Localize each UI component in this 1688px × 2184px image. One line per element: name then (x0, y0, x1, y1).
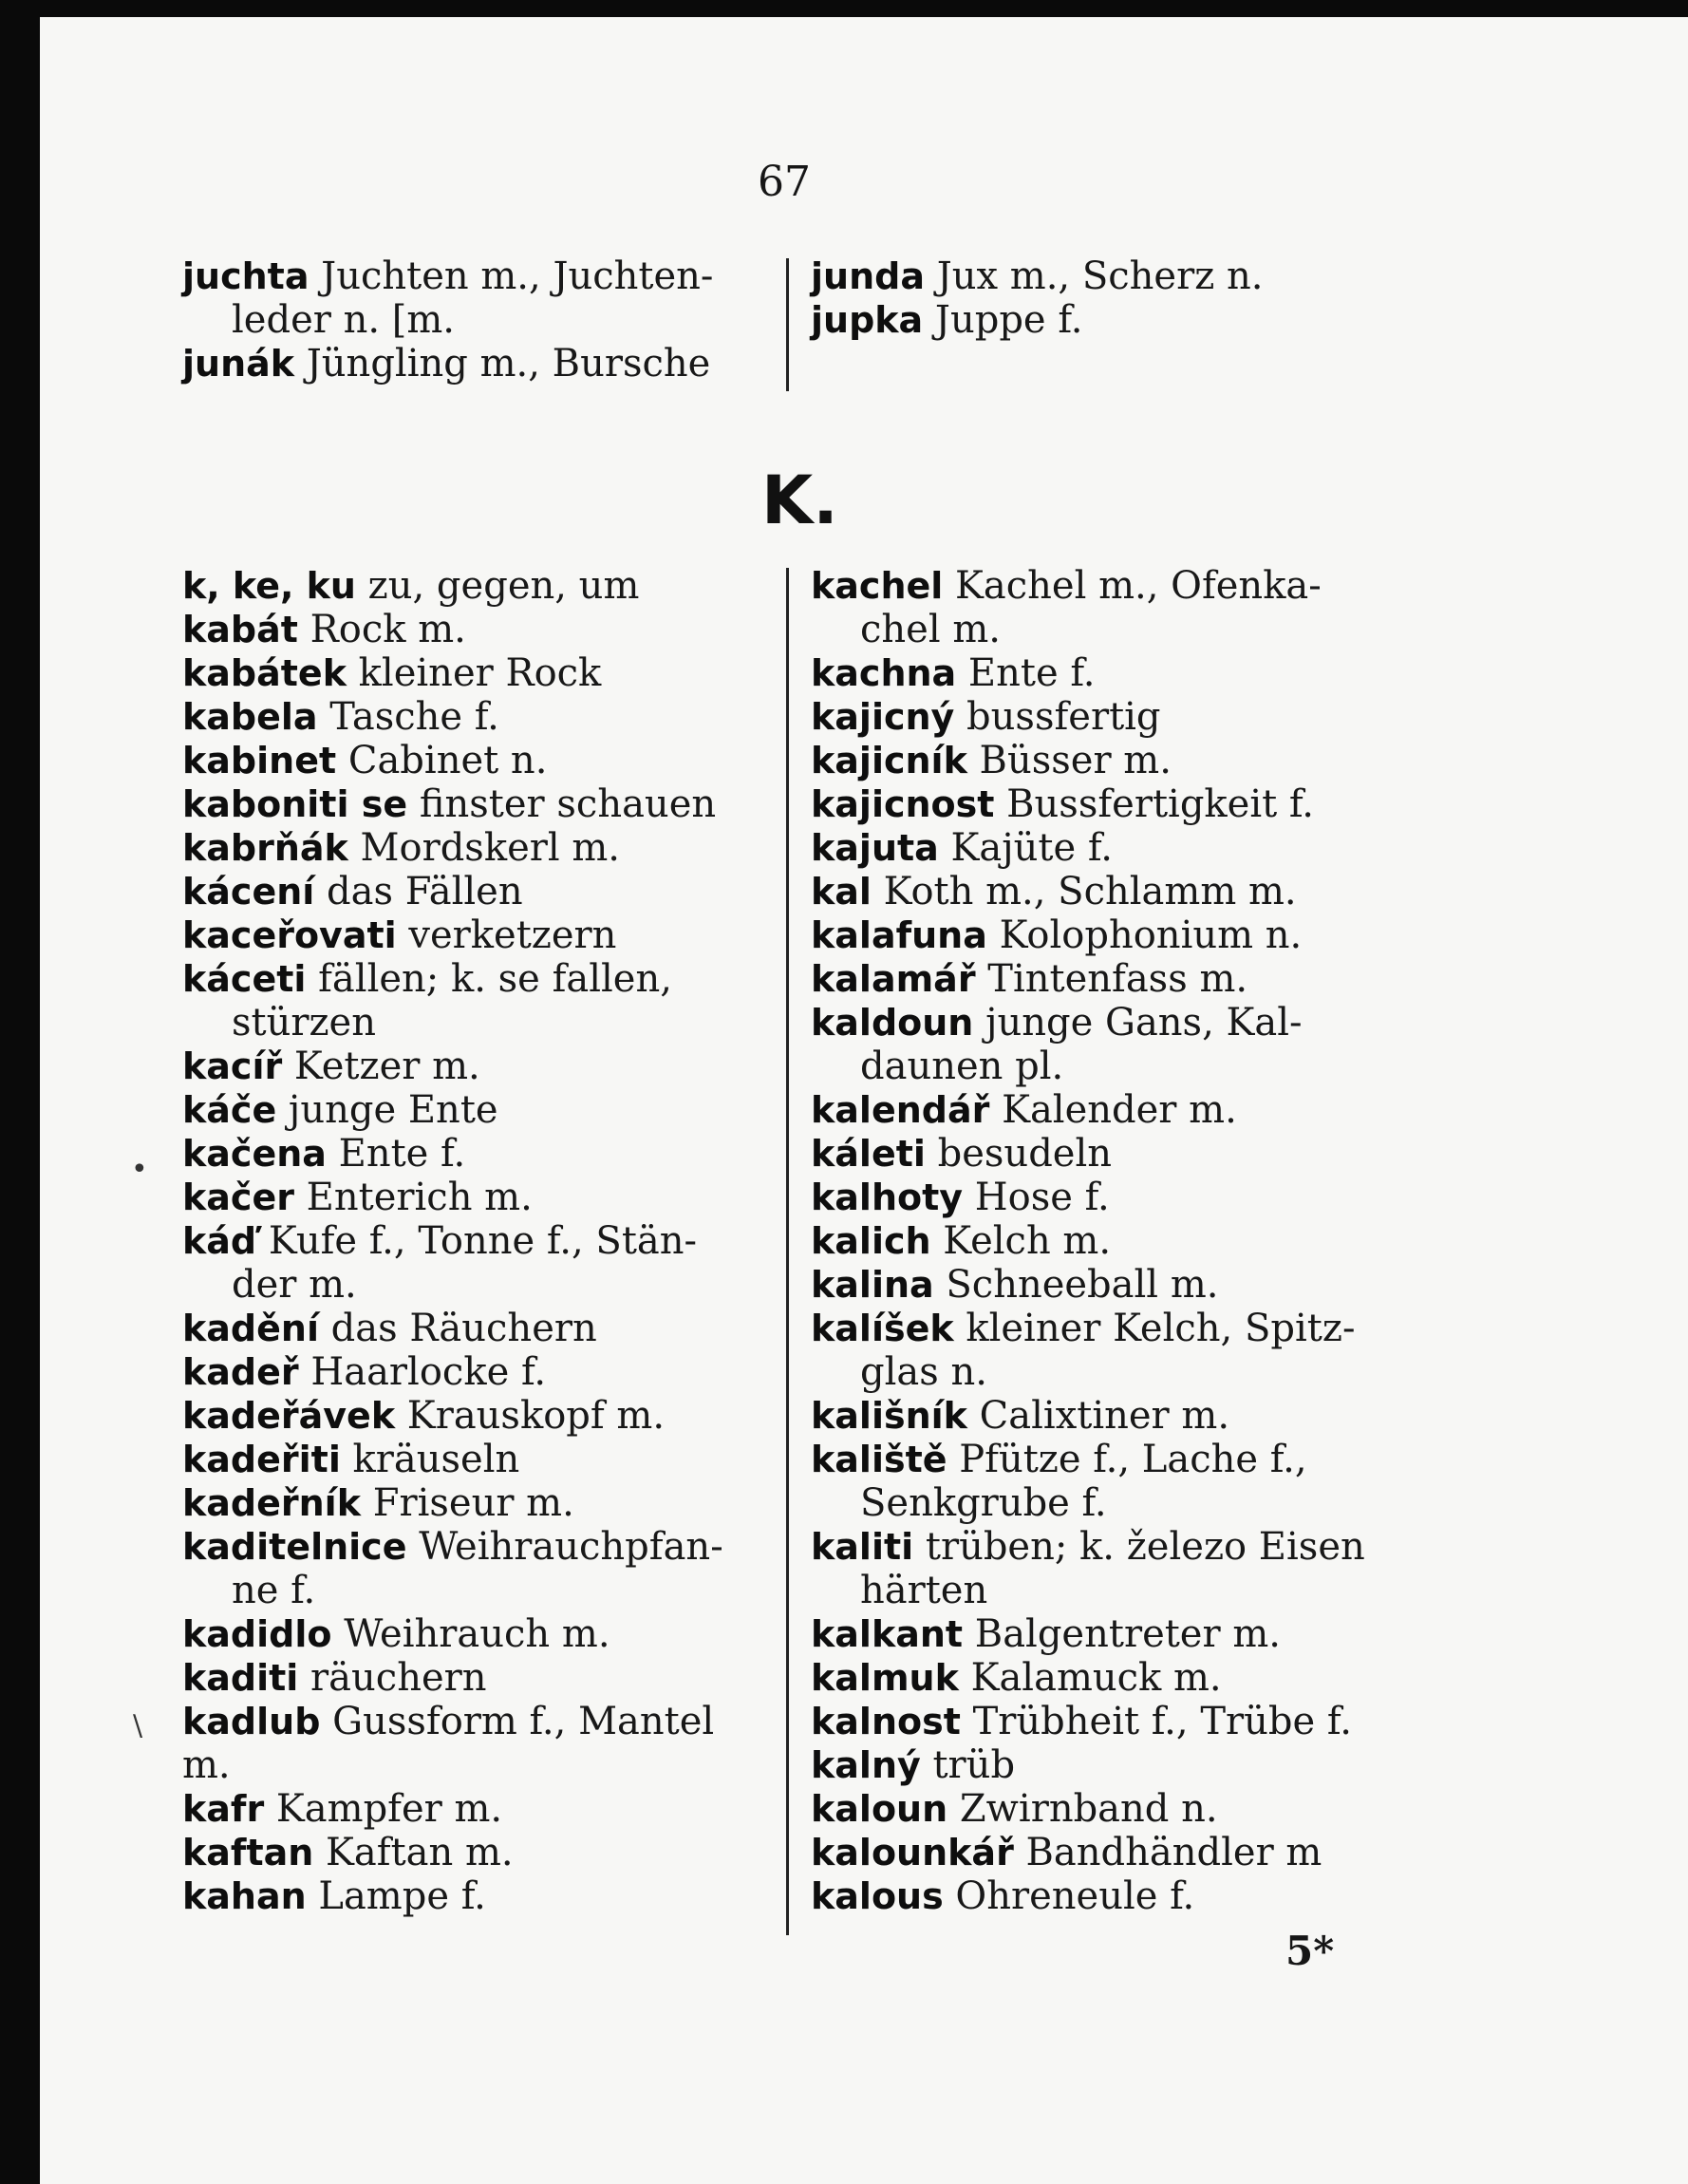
entry-headword: kachel (811, 565, 944, 607)
entry-headword: kalina (811, 1264, 934, 1306)
entry-headword: kafr (182, 1788, 265, 1830)
dictionary-entry (811, 1263, 1365, 1307)
dictionary-entry (182, 870, 723, 913)
entry-definition: junge Ente (276, 1088, 498, 1132)
entry-definition: Tintenfass m. (975, 957, 1248, 1001)
section-letter: K. (761, 461, 838, 539)
entry-definition: zu, gegen, um (355, 564, 640, 608)
entry-definition: räuchern (298, 1656, 487, 1700)
entry-headword: kadidlo (182, 1613, 332, 1655)
entry-headword: kalous (811, 1875, 944, 1917)
dictionary-entry (811, 254, 1263, 298)
entry-definition: Kachel m., Ofenka- (943, 564, 1322, 608)
entry-definition: Ente f. (956, 651, 1096, 695)
entry-definition: Ohreneule f. (943, 1874, 1195, 1918)
entry-definition: kräuseln (340, 1438, 520, 1481)
entry-definition: ne f. (232, 1569, 316, 1612)
dictionary-entry (182, 1438, 723, 1481)
entry-definition: Kampfer m. (264, 1787, 503, 1831)
entry-headword: kal (811, 871, 872, 913)
entry-headword: kadeřiti (182, 1439, 341, 1480)
entry-definition: Büsser m. (966, 739, 1172, 782)
entry-definition: Bandhändler m (1013, 1831, 1322, 1874)
entry-definition: Ketzer m. (282, 1045, 480, 1088)
dictionary-entry (811, 1612, 1365, 1656)
main-column-divider (786, 568, 789, 1935)
dictionary-entry (811, 1350, 1365, 1394)
dictionary-entry (811, 1700, 1365, 1743)
entry-headword: kadeřávek (182, 1395, 396, 1437)
dictionary-entry (182, 1874, 723, 1918)
dictionary-entry (811, 957, 1365, 1001)
entry-definition: Mordskerl m. (347, 826, 621, 870)
entry-definition: Trübheit f., Trübe f. (960, 1700, 1352, 1743)
dictionary-entry (182, 1176, 723, 1219)
entry-headword: káleti (811, 1133, 926, 1175)
margin-dot: • (131, 1153, 148, 1186)
entry-headword: juchta (182, 255, 309, 297)
left-column (182, 564, 723, 1918)
dictionary-entry (811, 1787, 1365, 1831)
entry-headword: junda (811, 255, 925, 297)
dictionary-entry (811, 608, 1365, 651)
dictionary-entry (182, 1525, 723, 1569)
dictionary-entry (182, 739, 723, 782)
entry-definition: Weihrauchpfan- (406, 1525, 723, 1569)
entry-headword: kalamář (811, 958, 976, 1000)
entry-headword: kácení (182, 871, 315, 913)
entry-headword: kalounkář (811, 1832, 1014, 1873)
dictionary-entry (811, 564, 1365, 608)
top-column-divider (786, 258, 789, 391)
dictionary-entry (811, 782, 1365, 826)
entry-headword: kadění (182, 1308, 319, 1349)
dictionary-entry (182, 1831, 723, 1874)
entry-definition: Bussfertigkeit f. (994, 782, 1315, 826)
page-number: 67 (758, 158, 811, 206)
entry-headword: kabinet (182, 740, 337, 781)
dictionary-entry (182, 564, 723, 608)
top-left-column (182, 254, 713, 386)
entry-headword: kabátek (182, 652, 347, 694)
entry-definition: Jux m., Scherz n. (924, 254, 1264, 298)
entry-headword: kaceřovati (182, 914, 397, 956)
dictionary-entry (811, 1307, 1365, 1350)
entry-headword: kajicný (811, 696, 955, 738)
entry-headword: kadeřník (182, 1482, 361, 1524)
entry-headword: kajuta (811, 827, 939, 869)
entry-definition: Kufe f., Tonne f., Stän- (256, 1219, 698, 1263)
dictionary-entry (811, 1394, 1365, 1438)
dictionary-entry (182, 1045, 723, 1088)
entry-definition: Lampe f. (306, 1874, 486, 1918)
entry-definition: Gussform f., Mantel (320, 1700, 715, 1743)
entry-headword: kahan (182, 1875, 307, 1917)
dictionary-entry (182, 1394, 723, 1438)
dictionary-entry (811, 651, 1365, 695)
entry-headword: kacíř (182, 1045, 283, 1087)
entry-headword: kajicník (811, 740, 967, 781)
entry-headword: kadlub (182, 1701, 321, 1742)
entry-definition: Jüngling m., Bursche (294, 342, 711, 386)
entry-definition: trüben; k. železo Eisen (913, 1525, 1365, 1569)
entry-headword: k, ke, ku (182, 565, 356, 607)
dictionary-entry (182, 342, 713, 386)
entry-definition: Pfütze f., Lache f., (947, 1438, 1307, 1481)
entry-definition: Zwirnband n. (947, 1787, 1218, 1831)
top-right-column (811, 254, 1263, 342)
entry-definition: das Fällen (314, 870, 523, 913)
entry-headword: kalíšek (811, 1308, 954, 1349)
entry-definition: Kolophonium n. (986, 913, 1303, 957)
entry-headword: kaboniti se (182, 783, 408, 825)
dictionary-entry (811, 1001, 1365, 1045)
dictionary-entry (811, 1874, 1365, 1918)
entry-definition: junge Gans, Kal- (973, 1001, 1303, 1045)
signature-mark: 5* (1285, 1928, 1335, 1974)
dictionary-entry (182, 1787, 723, 1831)
entry-headword: káceti (182, 958, 307, 1000)
dictionary-entry (182, 651, 723, 695)
entry-definition: chel m. (860, 608, 1001, 651)
dictionary-entry (811, 1743, 1365, 1787)
dictionary-entry (182, 1743, 723, 1787)
dictionary-entry (811, 695, 1365, 739)
entry-definition: trüb (920, 1743, 1016, 1787)
entry-definition: Kalamuck m. (958, 1656, 1222, 1700)
entry-definition: Koth m., Schlamm m. (871, 870, 1297, 913)
entry-headword: kabela (182, 696, 318, 738)
entry-headword: kališník (811, 1395, 967, 1437)
entry-headword: kaftan (182, 1832, 314, 1873)
entry-headword: kačer (182, 1177, 294, 1218)
entry-definition: fällen; k. se fallen, (306, 957, 672, 1001)
entry-headword: kabát (182, 609, 298, 650)
dictionary-entry (811, 1176, 1365, 1219)
dictionary-entry (182, 298, 713, 342)
entry-definition: m. (182, 1743, 231, 1787)
entry-definition: Enterich m. (293, 1176, 533, 1219)
entry-definition: finster schauen (407, 782, 717, 826)
entry-definition: besudeln (925, 1132, 1113, 1176)
dictionary-entry (182, 1350, 723, 1394)
dictionary-entry (182, 1263, 723, 1307)
entry-definition: Kajüte f. (938, 826, 1113, 870)
entry-headword: kalmuk (811, 1657, 959, 1699)
dictionary-entry (182, 1219, 723, 1263)
entry-headword: kalný (811, 1744, 921, 1786)
dictionary-entry (811, 1088, 1365, 1132)
entry-headword: káď (182, 1220, 257, 1262)
entry-headword: kachna (811, 652, 957, 694)
entry-headword: kalkant (811, 1613, 964, 1655)
dictionary-entry (811, 870, 1365, 913)
dictionary-entry (811, 739, 1365, 782)
entry-definition: kleiner Rock (346, 651, 602, 695)
dictionary-entry (811, 1525, 1365, 1569)
dictionary-entry (811, 1831, 1365, 1874)
entry-definition: Balgentreter m. (963, 1612, 1281, 1656)
dictionary-entry (182, 1569, 723, 1612)
entry-headword: kajicnost (811, 783, 995, 825)
dictionary-entry (182, 1088, 723, 1132)
dictionary-page (40, 17, 1688, 2184)
entry-definition: glas n. (860, 1350, 987, 1394)
dictionary-entry (811, 1219, 1365, 1263)
entry-definition: bussfertig (954, 695, 1161, 739)
entry-headword: junák (182, 343, 295, 385)
right-column (811, 564, 1365, 1918)
entry-definition: Juchten m., Juchten- (309, 254, 714, 298)
entry-headword: kaldoun (811, 1002, 974, 1044)
dictionary-entry (182, 1001, 723, 1045)
dictionary-entry (182, 695, 723, 739)
dictionary-entry (811, 1438, 1365, 1481)
entry-definition: Haarlocke f. (298, 1350, 547, 1394)
entry-definition: Cabinet n. (336, 739, 548, 782)
dictionary-entry (811, 1569, 1365, 1612)
entry-definition: Calixtiner m. (966, 1394, 1230, 1438)
entry-definition: daunen pl. (860, 1045, 1064, 1088)
entry-definition: Ente f. (326, 1132, 466, 1176)
entry-definition: Kelch m. (930, 1219, 1112, 1263)
dictionary-entry (811, 1481, 1365, 1525)
entry-definition: der m. (232, 1263, 357, 1307)
dictionary-entry (182, 1132, 723, 1176)
dictionary-entry (182, 1307, 723, 1350)
dictionary-entry (182, 957, 723, 1001)
entry-definition: Kalender m. (989, 1088, 1237, 1132)
entry-definition: Hose f. (963, 1176, 1110, 1219)
entry-definition: Rock m. (297, 608, 466, 651)
entry-definition: Juppe f. (923, 298, 1083, 342)
entry-headword: kalendář (811, 1089, 990, 1131)
entry-headword: káče (182, 1089, 277, 1131)
entry-headword: kaliště (811, 1439, 947, 1480)
entry-headword: kačena (182, 1133, 327, 1175)
entry-headword: kaditelnice (182, 1526, 407, 1568)
dictionary-entry (182, 254, 713, 298)
dictionary-entry (182, 782, 723, 826)
dictionary-entry (182, 608, 723, 651)
entry-headword: kadeř (182, 1351, 299, 1393)
entry-headword: kaliti (811, 1526, 914, 1568)
entry-headword: jupka (811, 299, 924, 341)
entry-definition: Kaftan m. (313, 1831, 514, 1874)
dictionary-entry (182, 1481, 723, 1525)
entry-headword: kaloun (811, 1788, 948, 1830)
dictionary-entry (811, 1656, 1365, 1700)
entry-definition: Krauskopf m. (395, 1394, 666, 1438)
dictionary-entry (182, 913, 723, 957)
entry-headword: kalich (811, 1220, 931, 1262)
dictionary-entry (811, 1045, 1365, 1088)
dictionary-entry (182, 1612, 723, 1656)
entry-definition: härten (860, 1569, 988, 1612)
entry-headword: kabrňák (182, 827, 348, 869)
entry-definition: kleiner Kelch, Spitz- (953, 1307, 1356, 1350)
entry-headword: kaditi (182, 1657, 299, 1699)
entry-headword: kalafuna (811, 914, 987, 956)
entry-definition: leder n. [m. (232, 298, 456, 342)
entry-definition: verketzern (396, 913, 617, 957)
entry-headword: kalnost (811, 1701, 961, 1742)
entry-definition: Friseur m. (360, 1481, 574, 1525)
dictionary-entry (811, 1132, 1365, 1176)
dictionary-entry (182, 1656, 723, 1700)
entry-definition: Schneeball m. (933, 1263, 1219, 1307)
dictionary-entry (811, 826, 1365, 870)
entry-definition: Tasche f. (317, 695, 499, 739)
dictionary-entry (811, 298, 1263, 342)
dictionary-entry (182, 1700, 723, 1743)
dictionary-entry (811, 913, 1365, 957)
entry-definition: Weihrauch m. (331, 1612, 610, 1656)
entry-headword: kalhoty (811, 1177, 964, 1218)
entry-definition: das Räuchern (318, 1307, 597, 1350)
dictionary-entry (182, 826, 723, 870)
entry-definition: stürzen (232, 1001, 376, 1045)
margin-tick: \ (133, 1709, 143, 1742)
entry-definition: Senkgrube f. (860, 1481, 1107, 1525)
